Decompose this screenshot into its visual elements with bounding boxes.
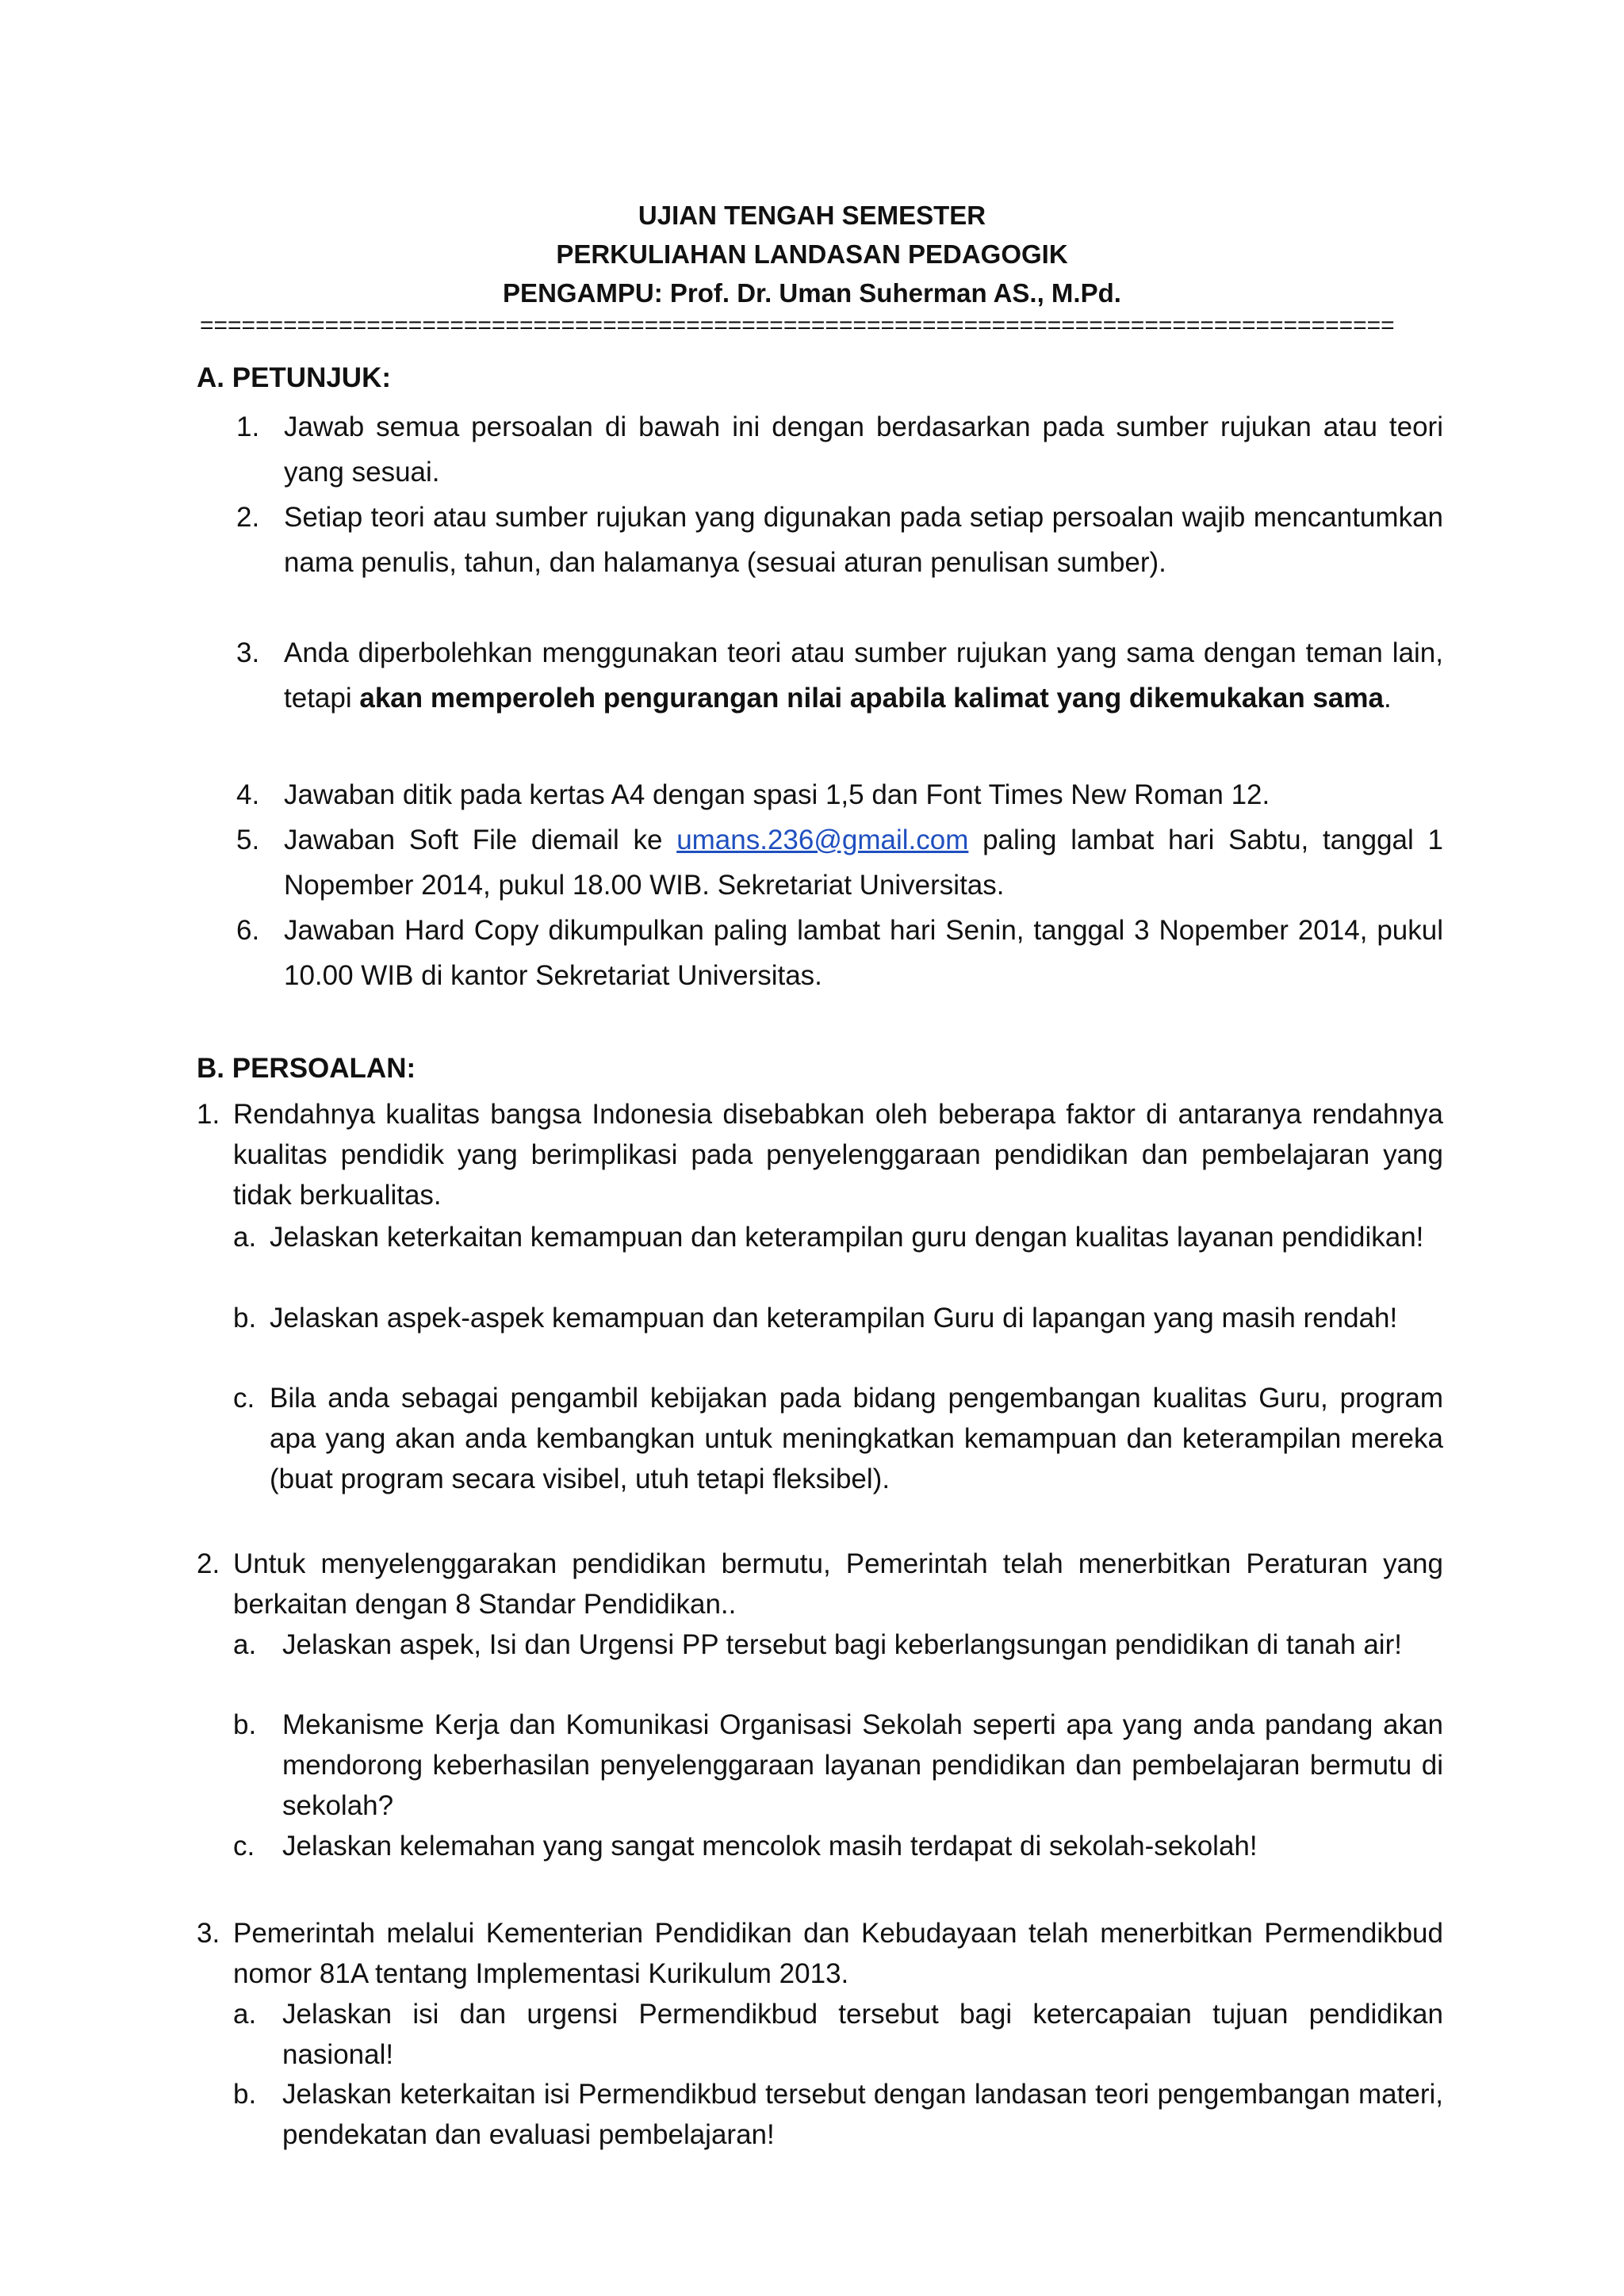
- sub-text: Jelaskan isi dan urgensi Permendikbud tersebut bagi ketercapaian tujuan pendidikan nasional!: [282, 1999, 1443, 2070]
- question-2: [197, 1544, 1443, 1624]
- sub-text: Mekanisme Kerja dan Komunikasi Organisasi Sekolah seperti apa yang anda pandang akan mendorong keberhasilan penyelenggaraan layanan pendidikan dan pembelajaran bermutu di sekolah?: [282, 1709, 1443, 1821]
- question-number: 1.: [197, 1099, 220, 1130]
- petunjuk-item-1: [236, 404, 1443, 495]
- sub-label: a.: [233, 1222, 257, 1253]
- header-course: PERKULIAHAN LANDASAN PEDAGOGIK: [556, 239, 1068, 269]
- question-2-sub-a: [233, 1624, 1443, 1665]
- question-1-sub-c: [233, 1378, 1443, 1499]
- item-text-normal: Anda diperbolehkan menggunakan teori atau sumber rujukan yang sama dengan teman lain, tetapi: [284, 637, 1443, 714]
- sub-label: a.: [233, 1999, 257, 2030]
- sub-label: b.: [233, 2079, 257, 2110]
- question-number: 3.: [197, 1918, 220, 1949]
- header-title: UJIAN TENGAH SEMESTER: [638, 201, 986, 230]
- question-1: [197, 1094, 1443, 1215]
- email-link[interactable]: umans.236@gmail.com: [676, 825, 969, 855]
- item-text-bold: akan memperoleh pengurangan nilai apabila kalimat yang dikemukakan sama: [359, 683, 1384, 714]
- question-text: Rendahnya kualitas bangsa Indonesia disebabkan oleh beberapa faktor di antaranya rendahnya kualitas pendidik yang berimplikasi pada penyelenggaraan pendidikan dan pembelajaran yang tidak berkualitas.: [233, 1099, 1443, 1211]
- section-petunjuk-title: A. PETUNJUK:: [197, 362, 392, 393]
- sub-text: Jelaskan aspek, Isi dan Urgensi PP tersebut bagi keberlangsungan pendidikan di tanah air!: [282, 1629, 1402, 1660]
- item-number: 4.: [236, 779, 260, 810]
- item-text-end: .: [1383, 683, 1392, 714]
- sub-label: c.: [233, 1831, 255, 1862]
- question-number: 2.: [197, 1548, 220, 1579]
- question-3-sub-a: [233, 1994, 1443, 2075]
- item-number: 1.: [236, 411, 260, 442]
- item-text-end: paling lambat hari Sabtu, tanggal 1 Nopember 2014, pukul 18.00 WIB. Sekretariat Universitas.: [284, 825, 1443, 901]
- item-text: Jawaban ditik pada kertas A4 dengan spasi 1,5 dan Font Times New Roman 12.: [284, 779, 1270, 810]
- item-number: 6.: [236, 915, 260, 946]
- sub-label: b.: [233, 1303, 257, 1334]
- question-2-sub-b: [233, 1705, 1443, 1826]
- sub-text: Jelaskan aspek-aspek kemampuan dan keterampilan Guru di lapangan yang masih rendah!: [270, 1303, 1398, 1334]
- petunjuk-item-6: [236, 908, 1443, 998]
- sub-label: a.: [233, 1629, 257, 1660]
- item-text: [284, 817, 1443, 908]
- item-text: [284, 630, 1443, 721]
- item-text: Jawaban Hard Copy dikumpulkan paling lambat hari Senin, tanggal 3 Nopember 2014, pukul 10.00 WIB di kantor Sekretariat Universitas.: [284, 915, 1443, 991]
- petunjuk-item-5: [236, 817, 1443, 908]
- petunjuk-item-4: [236, 772, 1443, 817]
- question-2-sub-c: [233, 1826, 1443, 1866]
- divider-rule: ======================================================================================: [200, 314, 1395, 338]
- section-persoalan-title: B. PERSOALAN:: [197, 1053, 416, 1084]
- question-1-sub-b: [233, 1298, 1443, 1338]
- item-number: 2.: [236, 502, 260, 533]
- sub-text: Jelaskan kelemahan yang sangat mencolok masih terdapat di sekolah-sekolah!: [282, 1831, 1258, 1862]
- question-text: Untuk menyelenggarakan pendidikan bermutu, Pemerintah telah menerbitkan Peraturan yang berkaitan dengan 8 Standar Pendidikan..: [233, 1548, 1443, 1620]
- sub-label: b.: [233, 1709, 257, 1740]
- item-text: Jawab semua persoalan di bawah ini dengan berdasarkan pada sumber rujukan atau teori yang sesuai.: [284, 411, 1443, 488]
- item-number: 5.: [236, 825, 260, 855]
- sub-text: Bila anda sebagai pengambil kebijakan pada bidang pengembangan kualitas Guru, program apa yang akan anda kembangkan untuk meningkatkan kemampuan dan keterampilan mereka (buat program secara visibel, utuh tetapi fleksibel).: [270, 1383, 1443, 1494]
- document-header: [0, 196, 1624, 312]
- question-3: [197, 1913, 1443, 1994]
- question-text: Pemerintah melalui Kementerian Pendidikan dan Kebudayaan telah menerbitkan Permendikbud nomor 81A tentang Implementasi Kurikulum 2013.: [233, 1918, 1443, 1989]
- question-1-sub-a: [233, 1217, 1443, 1257]
- item-text-normal: Jawaban Soft File diemail ke: [284, 825, 677, 855]
- petunjuk-item-2: [236, 495, 1443, 585]
- petunjuk-item-3: [236, 630, 1443, 721]
- header-lecturer: PENGAMPU: Prof. Dr. Uman Suherman AS., M.Pd.: [503, 278, 1121, 308]
- item-text: Setiap teori atau sumber rujukan yang digunakan pada setiap persoalan wajib mencantumkan nama penulis, tahun, dan halamanya (sesuai aturan penulisan sumber).: [284, 502, 1443, 578]
- sub-label: c.: [233, 1383, 255, 1414]
- question-3-sub-b: [233, 2074, 1443, 2155]
- sub-text: Jelaskan keterkaitan kemampuan dan keterampilan guru dengan kualitas layanan pendidikan!: [270, 1222, 1424, 1253]
- item-number: 3.: [236, 637, 260, 668]
- sub-text: Jelaskan keterkaitan isi Permendikbud tersebut dengan landasan teori pengembangan materi, pendekatan dan evaluasi pembelajaran!: [282, 2079, 1443, 2150]
